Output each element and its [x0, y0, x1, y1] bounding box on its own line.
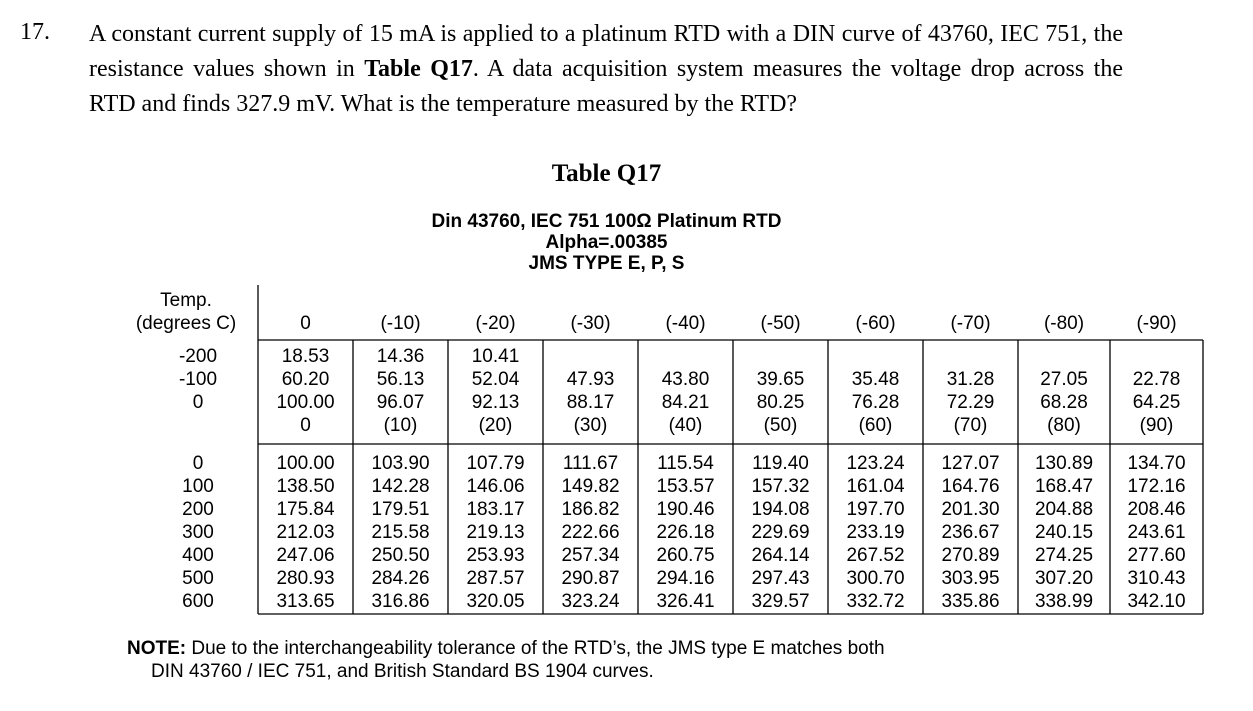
table-cell: 303.95 [941, 568, 1000, 589]
table-cell: 60.20 [281, 369, 330, 390]
table-cell: 270.89 [941, 545, 1000, 566]
neg-column-header: (-40) [665, 313, 706, 334]
table-cell: 80.25 [756, 392, 805, 413]
temp-row-label: -200 [178, 346, 218, 367]
temp-row-label: 400 [182, 545, 214, 566]
table-cell: 240.15 [1034, 522, 1094, 543]
table-cell: 175.84 [276, 499, 335, 520]
table-cell: 47.93 [566, 369, 615, 390]
neg-column-header: (-10) [380, 313, 421, 334]
note-label: NOTE: [127, 638, 187, 659]
note-text-1: Due to the interchangeability tolerance of the RTD’s, the JMS type E matches both [186, 638, 885, 659]
table-cell: 226.18 [656, 522, 715, 543]
neg-column-header: (-50) [760, 313, 801, 334]
table-cell: 201.30 [941, 499, 1000, 520]
table-cell: 138.50 [276, 476, 335, 497]
question-number: 17. [20, 19, 50, 45]
table-cell: 123.24 [846, 453, 905, 474]
temp-row-label: -100 [178, 369, 218, 390]
table-cell: 342.10 [1127, 591, 1186, 612]
table-cell: 250.50 [371, 545, 430, 566]
table-cell: 10.41 [471, 346, 520, 367]
table-cell: 88.17 [566, 392, 615, 413]
table-cell: 236.67 [941, 522, 1000, 543]
temp-row-label: 600 [182, 591, 214, 612]
subtitle-line-1: Din 43760, IEC 751 100Ω Platinum RTD [431, 211, 782, 232]
table-cell: 18.53 [281, 346, 330, 367]
question-text-part-2: . A data acquisition system measures the voltage drop across the RTD and finds 327.9 mV. What is the temperature measured by the RTD? [89, 56, 1124, 117]
temp-row-label: 100 [182, 476, 214, 497]
table-cell: 157.32 [751, 476, 810, 497]
table-cell: 186.82 [561, 499, 620, 520]
temp-row-label: 200 [182, 499, 214, 520]
table-cell: 316.86 [371, 591, 430, 612]
table-reference: Table Q17 [364, 56, 473, 82]
table-cell: 179.51 [371, 499, 430, 520]
table-cell: 243.61 [1127, 522, 1186, 543]
table-cell: 172.16 [1127, 476, 1186, 497]
table-cell: 161.04 [846, 476, 905, 497]
table-cell: 68.28 [1040, 392, 1088, 413]
neg-column-header: (-30) [570, 313, 611, 334]
table-note [127, 637, 885, 683]
table-cell: 76.28 [851, 392, 900, 413]
table-cell: 280.93 [276, 568, 335, 589]
table-cell: 92.13 [471, 392, 520, 413]
table-cell: 22.78 [1132, 369, 1181, 390]
subtitle-line-2: Alpha=.00385 [545, 232, 668, 253]
table-cell: 267.52 [846, 545, 905, 566]
table-cell: 115.54 [657, 453, 714, 474]
table-cell: 164.76 [941, 476, 1000, 497]
table-cell: 329.57 [751, 591, 810, 612]
neg-column-header: (-20) [475, 313, 516, 334]
table-cell: 323.24 [561, 591, 620, 612]
table-cell: 257.34 [561, 545, 620, 566]
table-cell: 146.06 [466, 476, 525, 497]
temp-row-label: 500 [182, 568, 214, 589]
table-cell: 119.40 [752, 453, 809, 474]
table-cell: 72.29 [946, 392, 995, 413]
table-cell: 130.89 [1034, 453, 1094, 474]
table-cell: 222.66 [561, 522, 620, 543]
temp-row-label: 300 [182, 522, 214, 543]
pos-column-header: (80) [1047, 415, 1081, 436]
table-cell: 43.80 [661, 369, 710, 390]
table-cell: 219.13 [466, 522, 525, 543]
neg-column-header: 0 [300, 313, 311, 334]
note-line-1 [127, 637, 885, 660]
table-cell: 274.25 [1034, 545, 1094, 566]
table-cell: 52.04 [471, 369, 520, 390]
pos-column-header: (90) [1139, 415, 1174, 436]
table-cell: 103.90 [371, 453, 430, 474]
table-cell: 168.47 [1034, 476, 1094, 497]
table-cell: 310.43 [1127, 568, 1186, 589]
pos-column-header: (60) [858, 415, 893, 436]
table-cell: 127.07 [941, 453, 1000, 474]
table-cell: 233.19 [846, 522, 905, 543]
temp-label: Temp. [160, 290, 212, 311]
table-cell: 338.99 [1034, 591, 1094, 612]
table-cell: 332.72 [846, 591, 905, 612]
neg-column-header: (-60) [855, 313, 896, 334]
table-cell: 183.17 [466, 499, 525, 520]
table-cell: 111.67 [562, 453, 619, 474]
table-cell: 264.14 [751, 545, 810, 566]
table-cell: 190.46 [656, 499, 715, 520]
table-cell: 229.69 [751, 522, 810, 543]
question-text-part-1: A constant current supply of 15 mA is applied to a platinum RTD with a DIN curve of 43760, IEC 751, the resistance values shown in [89, 21, 1123, 82]
table-cell: 326.41 [656, 591, 715, 612]
table-cell: 134.70 [1127, 453, 1186, 474]
table-cell: 212.03 [276, 522, 335, 543]
pos-column-header: (40) [668, 415, 703, 436]
table-cell: 56.13 [376, 369, 425, 390]
table-cell: 320.05 [466, 591, 525, 612]
table-cell: 294.16 [656, 568, 715, 589]
table-cell: 290.87 [561, 568, 620, 589]
table-cell: 208.46 [1127, 499, 1186, 520]
table-cell: 300.70 [846, 568, 905, 589]
pos-column-header: (50) [763, 415, 798, 436]
neg-column-header: (-80) [1043, 313, 1085, 334]
table-cell: 64.25 [1132, 392, 1181, 413]
table-cell: 287.57 [466, 568, 525, 589]
table-cell: 297.43 [751, 568, 810, 589]
pos-column-header: 0 [300, 415, 311, 436]
table-cell: 100.00 [276, 392, 335, 413]
table-cell: 149.82 [561, 476, 620, 497]
pos-column-header: (10) [383, 415, 418, 436]
table-cell: 194.08 [751, 499, 810, 520]
table-cell: 307.20 [1034, 568, 1094, 589]
table-cell: 260.75 [656, 545, 715, 566]
temp-units-label: (degrees C) [135, 313, 237, 334]
table-cell: 27.05 [1040, 369, 1088, 390]
table-cell: 204.88 [1034, 499, 1094, 520]
table-cell: 31.28 [946, 369, 995, 390]
table-cell: 335.86 [941, 591, 1000, 612]
table-cell: 96.07 [376, 392, 425, 413]
neg-column-header: (-70) [950, 313, 991, 334]
table-cell: 247.06 [276, 545, 335, 566]
table-cell: 142.28 [371, 476, 430, 497]
table-cell: 215.58 [371, 522, 430, 543]
neg-column-header: (-90) [1136, 313, 1177, 334]
temp-row-label: 0 [192, 392, 204, 413]
table-cell: 39.65 [756, 369, 805, 390]
pos-column-header: (30) [573, 415, 608, 436]
table-cell: 14.36 [376, 346, 425, 367]
table-cell: 84.21 [661, 392, 710, 413]
subtitle-line-3: JMS TYPE E, P, S [528, 253, 685, 274]
table-cell: 107.79 [466, 453, 525, 474]
pos-column-header: (20) [478, 415, 513, 436]
table-cell: 313.65 [276, 591, 335, 612]
table-cell: 277.60 [1127, 545, 1186, 566]
temp-row-label: 0 [192, 453, 204, 474]
table-cell: 197.70 [846, 499, 905, 520]
note-line-2: DIN 43760 / IEC 751, and British Standard BS 1904 curves. [151, 661, 654, 682]
table-cell: 253.93 [466, 545, 525, 566]
table-cell: 153.57 [656, 476, 715, 497]
table-cell: 35.48 [851, 369, 900, 390]
pos-column-header: (70) [953, 415, 988, 436]
table-caption: Table Q17 [551, 160, 662, 187]
table-cell: 284.26 [371, 568, 430, 589]
table-cell: 100.00 [276, 453, 335, 474]
